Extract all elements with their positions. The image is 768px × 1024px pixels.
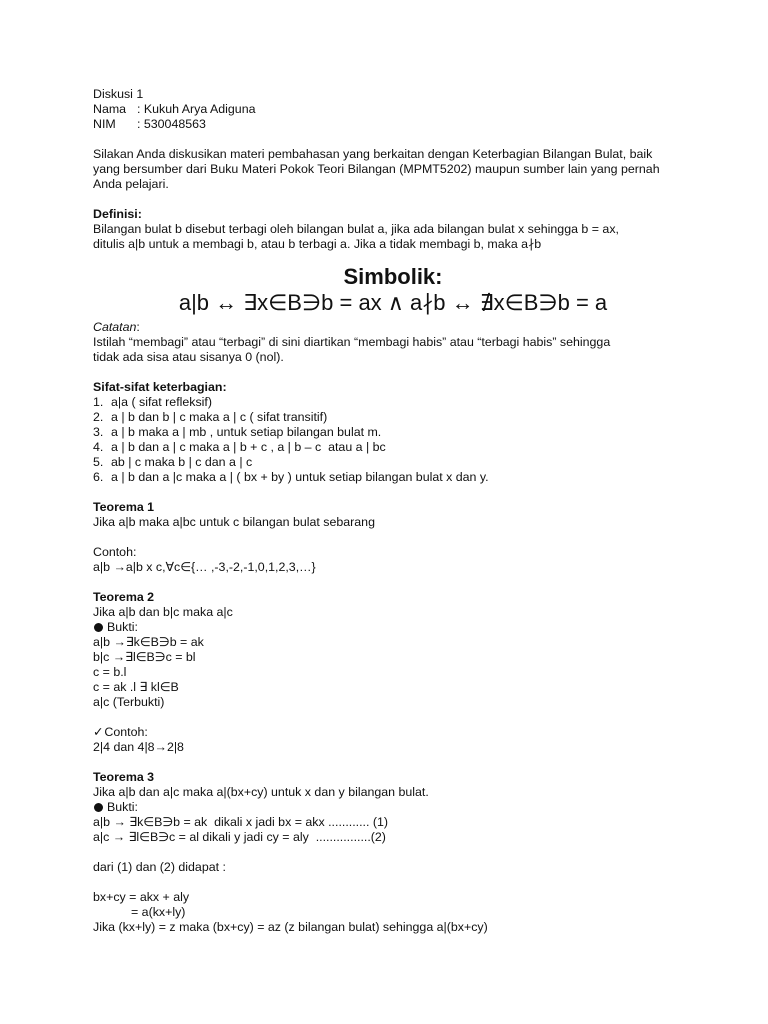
teorema2-proof-line: b|c →∃l∈B∋c = bl [93,650,196,664]
teorema2-proof-line: c = b.l [93,665,127,679]
nim-label: NIM [93,117,116,131]
teorema1-statement: Jika a|b maka a|bc untuk c bilangan bulat sebarang [93,515,375,529]
definisi-line-1: Bilangan bulat b disebut terbagi oleh bilangan bulat a, jika ada bilangan bulat x sehingga b = ax, [93,222,619,236]
nim-value: : 530048563 [137,117,206,131]
document-page [93,87,693,935]
teorema2-statement: Jika a|b dan b|c maka a|c [93,605,233,619]
catatan-colon: : [136,320,140,334]
catatan-label-row [93,320,693,335]
list-item: 5. ab | c maka b | c dan a | c [93,455,253,469]
list-item: 3. a | b maka a | mb , untuk setiap bilangan bulat m. [93,425,382,439]
teorema2-heading: Teorema 2 [93,590,155,604]
list-item: 4. a | b dan a | c maka a | b + c , a | b – c atau a | bc [93,440,386,454]
teorema2-bukti-label: Bukti: [107,620,138,634]
definisi-line-2: ditulis a|b untuk a membagi b, atau b terbagi a. Jika a tidak membagi b, maka a∤b [93,237,542,251]
teorema2-proof-line: a|c (Terbukti) [93,695,165,709]
simbolik-formula: a|b ↔ ∃x∈B∋b = ax ∧ a∤b ↔ ∄x∈B∋b = a [178,290,608,315]
teorema3-conclusion: Jika (kx+ly) = z maka (bx+cy) = az (z bilangan bulat) sehingga a|(bx+cy) [93,920,488,934]
name-row [93,102,693,117]
list-item: 6. a | b dan a |c maka a | ( bx + by ) untuk setiap bilangan bulat x dan y. [93,470,489,484]
definisi-heading: Definisi: [93,207,142,221]
catatan-line-1: Istilah “membagi” atau “terbagi” di sini diartikan “membagi habis” atau “terbagi habis” sehingga [93,335,611,349]
teorema3-bukti-label: Bukti: [107,800,138,814]
teorema3-statement: Jika a|b dan a|c maka a|(bx+cy) untuk x dan y bilangan bulat. [93,785,429,799]
simbolik-title: Simbolik: [343,264,443,289]
catatan-label: Catatan [93,320,137,334]
teorema3-calc-1: bx+cy = akx + aly [93,890,190,904]
teorema2-proof-line: a|b →∃k∈B∋b = ak [93,635,204,649]
intro-paragraph: Silakan Anda diskusikan materi pembahasan yang berkaitan dengan Keterbagian Bilangan Bulat, baik yang bersumber dari Buku Materi Pokok Teori Bilangan (MPMT5202) maupun sumber lain yang pernah Anda pelajari. [93,147,660,191]
teorema2-proof-line: c = ak .l ∃ kl∈B [93,680,179,694]
name-value: : Kukuh Arya Adiguna [137,102,256,116]
name-label: Nama [93,102,127,116]
nim-row [93,117,693,132]
teorema3-proof-line: a|b → ∃k∈B∋b = ak dikali x jadi bx = akx ............ (1) [93,815,389,829]
document-title: Diskusi 1 [93,87,144,101]
list-item: 2. a | b dan b | c maka a | c ( sifat transitif) [93,410,328,424]
teorema2-bukti-row [93,620,693,635]
teorema3-proof-line: a|c → ∃l∈B∋c = al dikali y jadi cy = aly ................(2) [93,830,386,844]
teorema3-dari: dari (1) dan (2) didapat : [93,860,226,874]
teorema2-contoh-row [93,725,693,740]
teorema3-calc-2: = a(kx+ly) [131,905,186,919]
sifat-list [93,395,693,485]
teorema3-heading: Teorema 3 [93,770,155,784]
teorema2-contoh-label: Contoh: [104,725,148,739]
sifat-heading: Sifat-sifat keterbagian: [93,380,227,394]
bullet-icon [94,623,103,632]
check-icon: ✓ [93,725,104,739]
teorema1-heading: Teorema 1 [93,500,155,514]
teorema1-contoh-label: Contoh: [93,545,137,559]
catatan-line-2: tidak ada sisa atau sisanya 0 (nol). [93,350,284,364]
bullet-icon [94,803,103,812]
teorema3-bukti-row [93,800,693,815]
teorema1-contoh-text: a|b →a|b x c,∀c∈{… ,-3,-2,-1,0,1,2,3,…} [93,560,316,574]
teorema2-contoh-text: 2|4 dan 4|8→2|8 [93,740,184,754]
list-item: 1. a|a ( sifat refleksif) [93,395,212,409]
